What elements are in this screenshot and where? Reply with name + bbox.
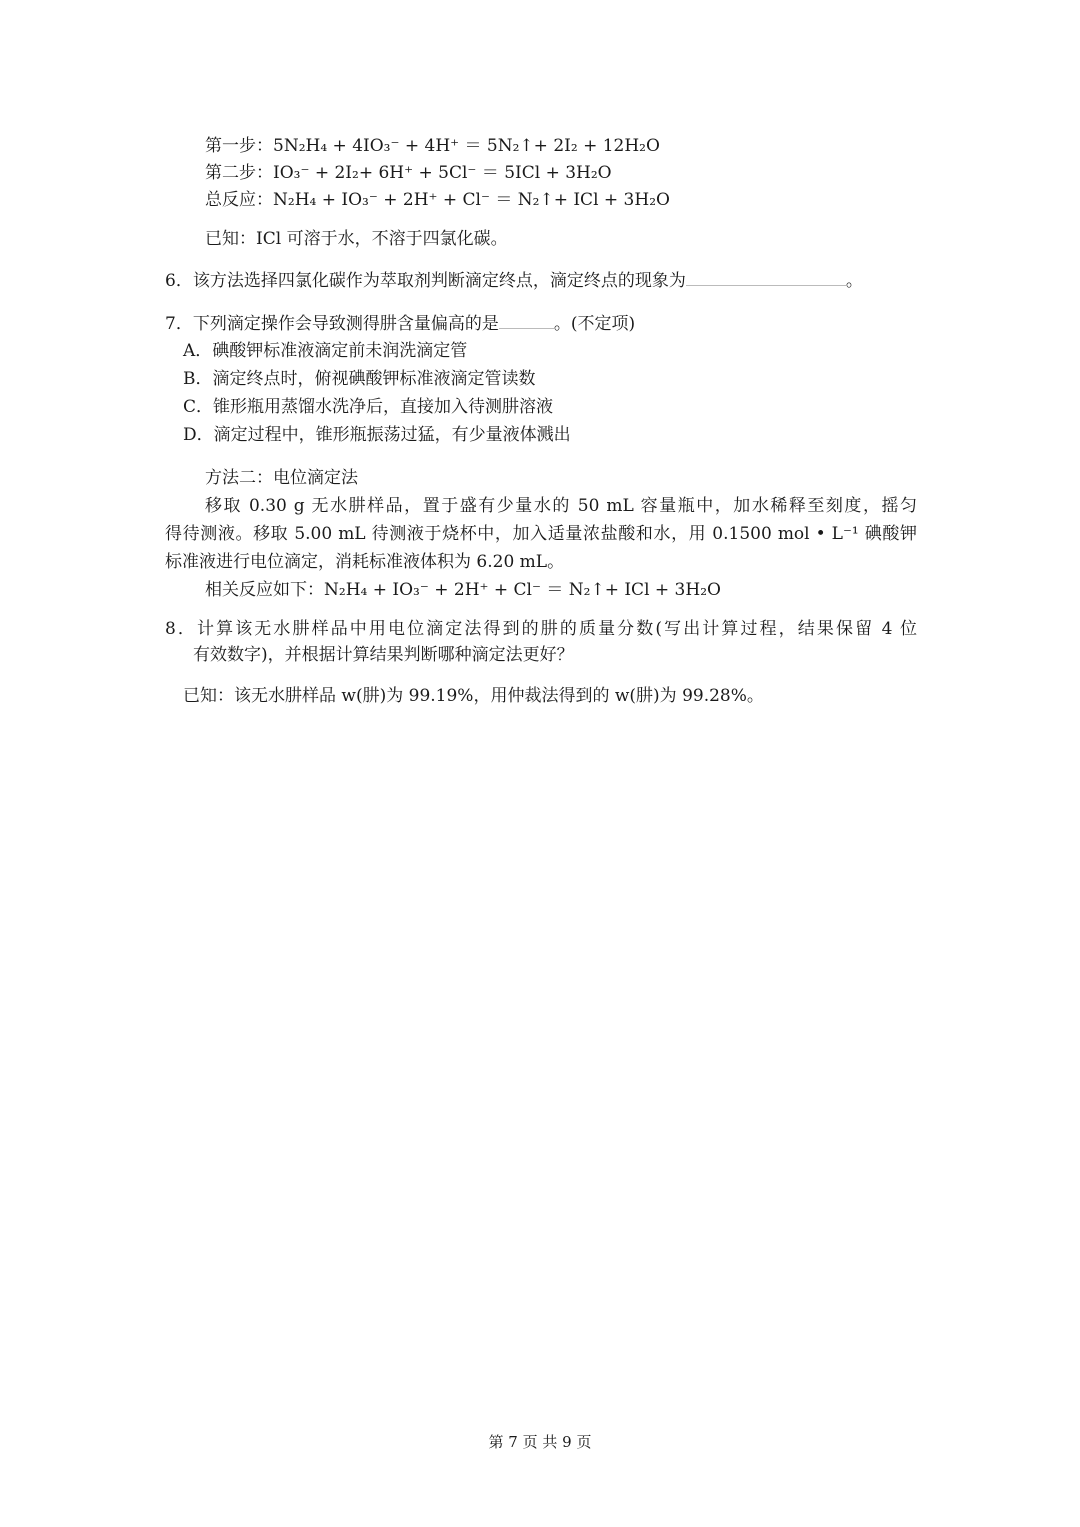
known-purity: 已知：该无水肼样品 w(肼)为 99.19%，用仲裁法得到的 w(肼)为 99.28%。: [183, 686, 764, 706]
question-7-text: 7．下列滴定操作会导致测得肼含量偏高的是: [165, 314, 499, 334]
method2-reaction: 相关反应如下：N₂H₄ + IO₃⁻ + 2H⁺ + Cl⁻ ＝ N₂↑+ ICl + 3H₂O: [205, 580, 721, 600]
reaction-total: 总反应：N₂H₄ + IO₃⁻ + 2H⁺ + Cl⁻ ＝ N₂↑+ ICl + 3H₂O: [205, 190, 670, 210]
answer-blank-7[interactable]: [499, 310, 554, 329]
question-6-end: 。: [845, 271, 863, 291]
question-8-line2: 有效数字)，并根据计算结果判断哪种滴定法更好？: [193, 645, 574, 665]
method2-paragraph-line3: 标准液进行电位滴定，消耗标准液体积为 6.20 mL。: [165, 552, 565, 572]
reaction-step1: 第一步：5N₂H₄ + 4IO₃⁻ + 4H⁺ ＝ 5N₂↑+ 2I₂ + 12H₂O: [205, 136, 660, 156]
question-6-text: 6．该方法选择四氯化碳作为萃取剂判断滴定终点，滴定终点的现象为: [165, 271, 686, 291]
option-b: B．滴定终点时，俯视碘酸钾标准液滴定管读数: [183, 369, 536, 389]
answer-blank-6[interactable]: [686, 267, 846, 286]
question-6: [165, 267, 863, 294]
option-d: D．滴定过程中，锥形瓶振荡过猛，有少量液体溅出: [183, 425, 571, 445]
reaction-step2: 第二步：IO₃⁻ + 2I₂+ 6H⁺ + 5Cl⁻ ＝ 5ICl + 3H₂O: [205, 163, 612, 183]
page-footer: 第 7 页 共 9 页: [488, 1433, 592, 1451]
option-a: A．碘酸钾标准液滴定前未润洗滴定管: [183, 341, 468, 361]
option-c: C．锥形瓶用蒸馏水洗净后，直接加入待测肼溶液: [183, 397, 554, 417]
question-7: [165, 310, 635, 337]
question-7-tail: 。(不定项): [553, 314, 636, 334]
method2-paragraph-line1: 移取 0.30 g 无水肼样品，置于盛有少量水的 50 mL 容量瓶中，加水稀释至刻度，摇匀: [205, 496, 917, 516]
known-icl: 已知：ICl 可溶于水，不溶于四氯化碳。: [205, 229, 508, 249]
question-8-line1: 8．计算该无水肼样品中用电位滴定法得到的肼的质量分数(写出计算过程，结果保留 4 位: [165, 619, 917, 639]
method2-title: 方法二：电位滴定法: [205, 468, 358, 488]
method2-paragraph-line2: 得待测液。移取 5.00 mL 待测液于烧杯中，加入适量浓盐酸和水，用 0.1500 mol • L⁻¹ 碘酸钾: [165, 524, 917, 544]
